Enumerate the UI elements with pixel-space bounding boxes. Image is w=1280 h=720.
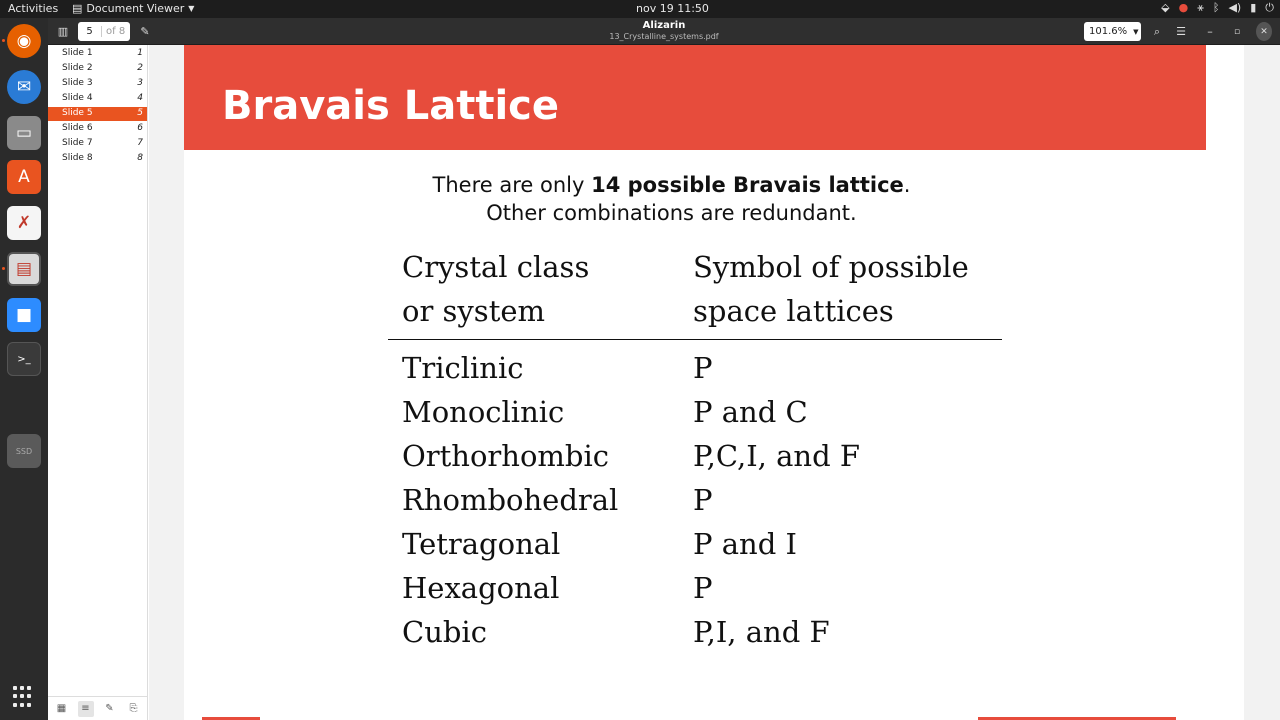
running-indicator [2, 39, 5, 42]
system-tray[interactable] [1161, 1, 1274, 15]
sidebar-item-label: Slide 5 [62, 108, 93, 118]
pdf-page [184, 45, 1244, 720]
power-icon[interactable]: ⏻ [1265, 1, 1274, 14]
table-cell-symbols: P,C,I, and F [693, 439, 860, 473]
table-cell-system: Tetragonal [402, 527, 561, 561]
document-viewer-header [48, 18, 1280, 45]
sidebar-item-slide-1[interactable] [48, 47, 147, 61]
thunderbird-icon[interactable]: ✉ [7, 70, 41, 104]
current-page[interactable]: 5 [78, 26, 102, 37]
table-cell-system: Rhombohedral [402, 483, 619, 517]
thumbnails-icon[interactable]: ▦ [56, 703, 67, 714]
sidebar-item-label: Slide 7 [62, 138, 93, 148]
sidebar-item-label: Slide 6 [62, 123, 93, 133]
table-header-right-2: space lattices [693, 294, 894, 328]
top-bar [0, 0, 1280, 18]
sidebar-item-page: 8 [137, 153, 143, 163]
sidebar-item-page: 5 [137, 108, 143, 118]
table-cell-symbols: P [693, 571, 713, 605]
table-cell-symbols: P and C [693, 395, 808, 429]
table-cell-system: Cubic [402, 615, 487, 649]
chevron-down-icon: ▼ [188, 4, 195, 13]
annotate-icon[interactable]: ✎ [140, 25, 150, 38]
window-title: Alizarin [642, 20, 686, 31]
sidebar-item-slide-8[interactable] [48, 152, 147, 166]
maximize-icon[interactable]: ▫ [1233, 26, 1241, 37]
table-rule [388, 339, 1002, 340]
table-cell-symbols: P,I, and F [693, 615, 830, 649]
sidebar-item-slide-2[interactable] [48, 62, 147, 76]
sidebar-item-label: Slide 4 [62, 93, 93, 103]
xournal-icon[interactable]: ✗ [7, 206, 41, 240]
software-icon[interactable]: A [7, 160, 41, 194]
zoom-select[interactable] [1084, 22, 1141, 41]
table-cell-system: Monoclinic [402, 395, 565, 429]
minimize-icon[interactable]: – [1207, 25, 1213, 38]
sidebar-item-slide-4[interactable] [48, 92, 147, 106]
table-cell-system: Orthorhombic [402, 439, 610, 473]
intro-pre: There are only [432, 173, 592, 197]
search-icon[interactable]: ⌕ [1153, 24, 1161, 38]
app-menu[interactable] [72, 2, 194, 15]
table-header-left-1: Crystal class [402, 250, 590, 284]
document-view[interactable] [149, 45, 1280, 720]
intro-line-1 [324, 171, 1019, 199]
sidebar-item-page: 6 [137, 123, 143, 133]
sidebar-item-slide-7[interactable] [48, 137, 147, 151]
document-viewer-icon[interactable]: ▤ [7, 252, 41, 286]
network-icon[interactable]: ⚹ [1197, 1, 1204, 14]
page-count: of 8 [106, 26, 126, 37]
zoom-value: 101.6% [1089, 26, 1128, 37]
battery-icon[interactable]: ▮ [1250, 1, 1257, 14]
intro-bold: 14 possible Bravais lattice [591, 173, 904, 197]
sidebar-item-page: 1 [137, 48, 143, 58]
chrome-icon[interactable]: ● [1178, 1, 1189, 14]
firefox-icon[interactable]: ◉ [7, 24, 41, 58]
sidebar-item-slide-5[interactable] [48, 107, 147, 121]
slide-title: Bravais Lattice [222, 83, 559, 129]
sidebar-item-slide-3[interactable] [48, 77, 147, 91]
clock[interactable]: nov 19 11:50 [636, 2, 709, 15]
sidebar-item-page: 4 [137, 93, 143, 103]
title-banner [184, 45, 1206, 150]
table-cell-system: Triclinic [402, 351, 524, 385]
intro-line-2: Other combinations are redundant. [486, 201, 857, 225]
table-cell-symbols: P [693, 351, 713, 385]
sidebar-item-page: 7 [137, 138, 143, 148]
sidebar-item-label: Slide 1 [62, 48, 93, 58]
intro-text [324, 171, 1019, 227]
activities-button[interactable]: Activities [8, 2, 59, 15]
sidebar-footer [48, 696, 147, 720]
table-cell-symbols: P and I [693, 527, 797, 561]
intro-post: . [903, 173, 911, 197]
sidebar-toggle-icon[interactable]: ▥ [57, 25, 69, 38]
volume-icon[interactable]: ◀) [1228, 1, 1242, 14]
table-cell-system: Hexagonal [402, 571, 560, 605]
show-applications-icon[interactable] [13, 686, 35, 708]
running-indicator [2, 267, 5, 270]
sidebar-outline [48, 45, 148, 720]
chevron-down-icon: ▼ [1133, 27, 1139, 36]
menu-icon[interactable]: ☰ [1176, 25, 1186, 38]
table-header-left-2: or system [402, 294, 546, 328]
ssd-label: SSD [15, 446, 33, 456]
sidebar-item-label: Slide 3 [62, 78, 93, 88]
document-viewer-small-icon: ▤ [72, 2, 83, 15]
zoom-icon[interactable]: ■ [7, 298, 41, 332]
files-icon[interactable]: ▭ [7, 116, 41, 150]
table-header-right-1: Symbol of possible [693, 250, 969, 284]
ssd-icon[interactable] [7, 434, 41, 468]
sidebar-item-label: Slide 2 [62, 63, 93, 73]
sidebar-item-label: Slide 8 [62, 153, 93, 163]
attachments-icon[interactable]: ⎘ [129, 703, 138, 714]
sidebar-item-page: 2 [137, 63, 143, 73]
outline-icon[interactable]: ≡ [78, 701, 94, 717]
table-cell-symbols: P [693, 483, 713, 517]
annotations-icon[interactable]: ✎ [105, 703, 114, 714]
terminal-icon[interactable]: >_ [7, 342, 41, 376]
window-subtitle: 13_Crystalline_systems.pdf [609, 32, 719, 41]
sidebar-item-page: 3 [137, 78, 143, 88]
app-menu-label: Document Viewer [86, 2, 185, 15]
bluetooth-icon[interactable]: ᛒ [1212, 1, 1220, 14]
sidebar-item-slide-6[interactable] [48, 122, 147, 136]
close-icon[interactable]: ✕ [1256, 22, 1272, 41]
dropbox-icon[interactable]: ⬙ [1161, 1, 1170, 14]
dock [0, 18, 48, 720]
